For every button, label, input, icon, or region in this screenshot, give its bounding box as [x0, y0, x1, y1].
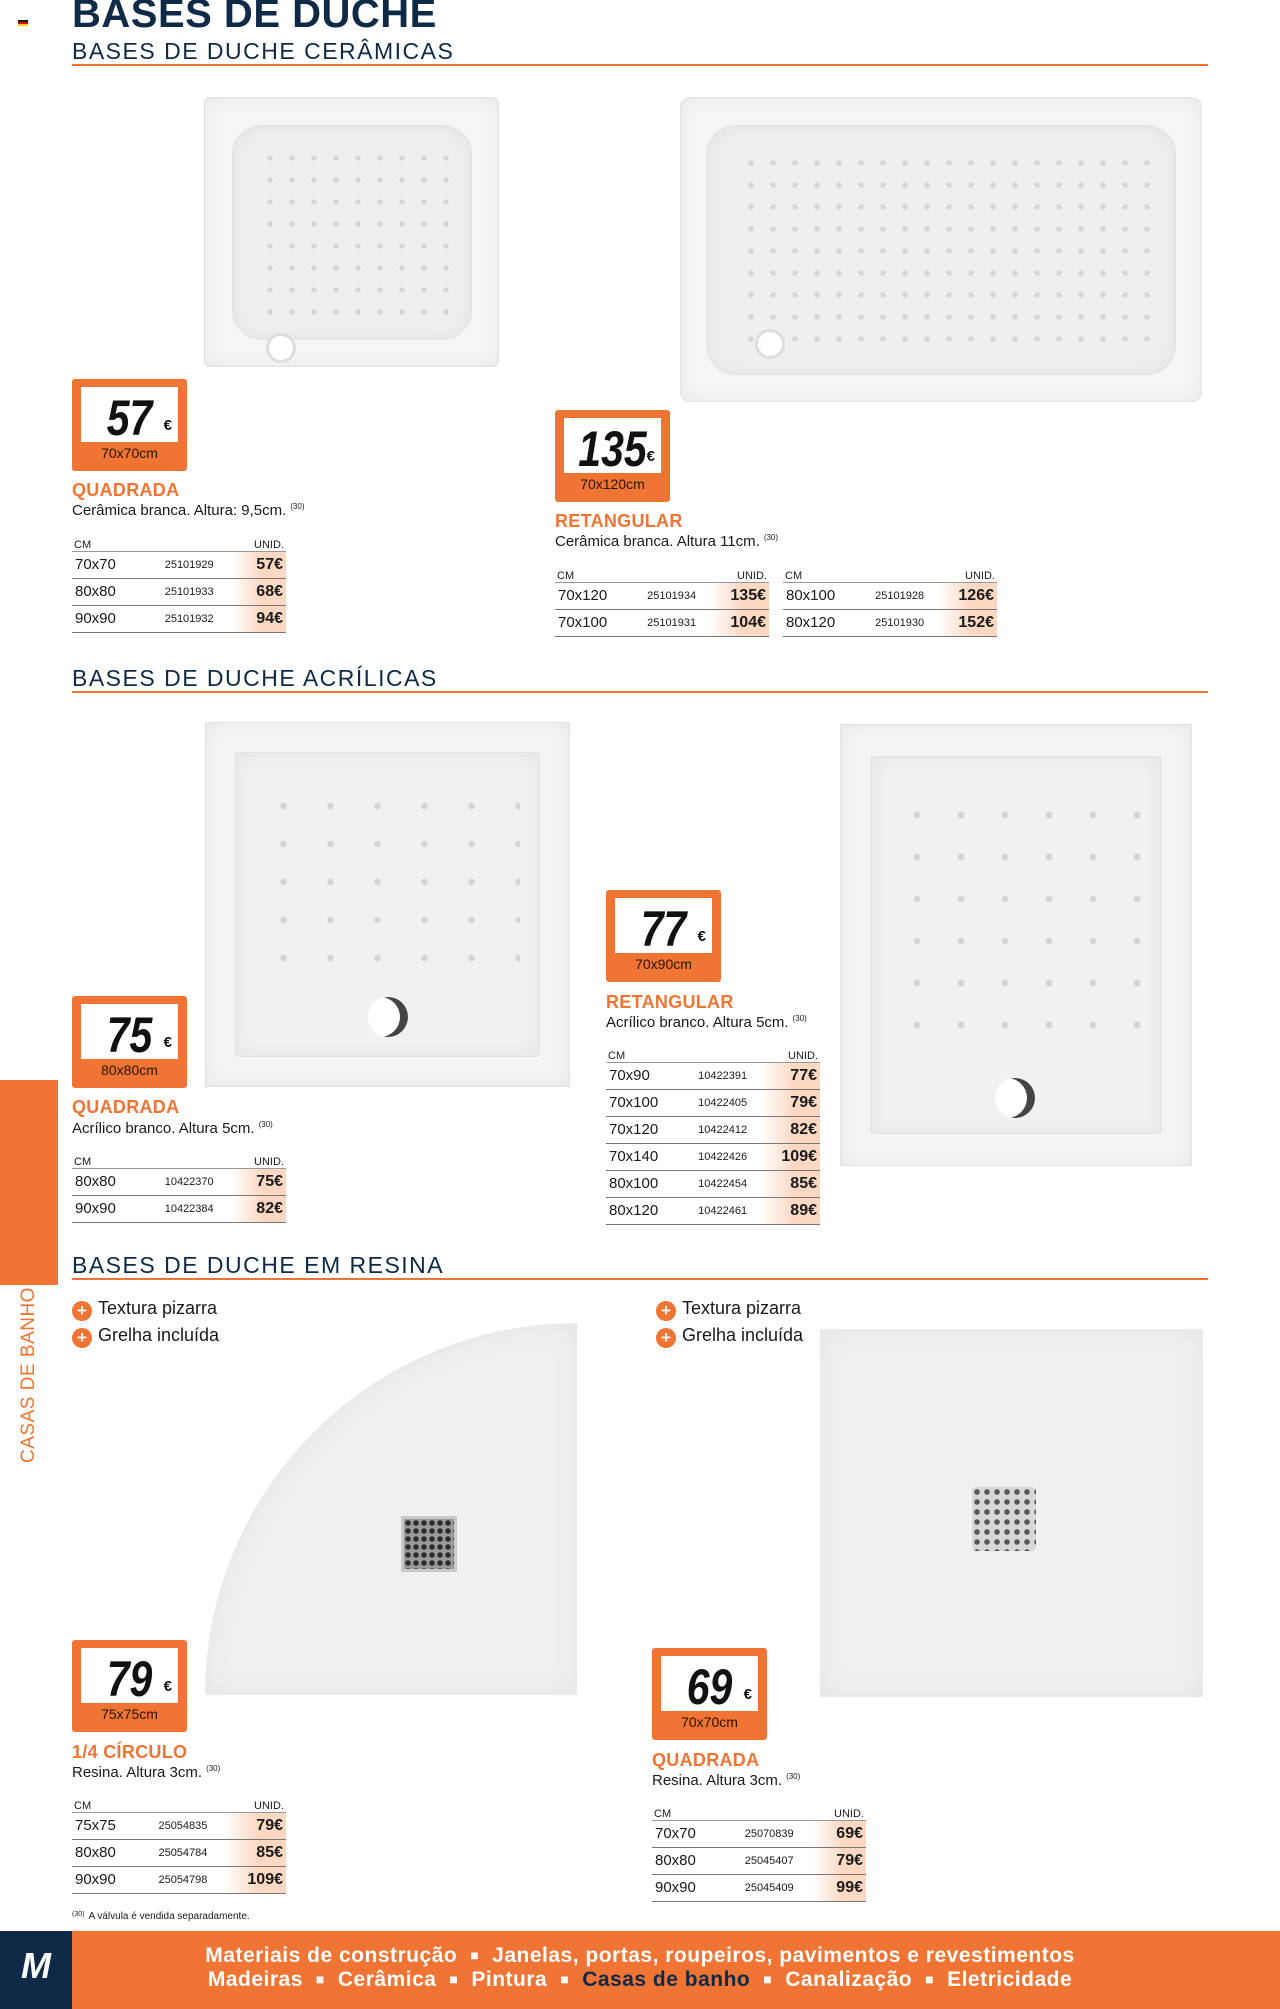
product-description: [606, 1014, 807, 1031]
spec-table: [783, 562, 997, 637]
table-cell: 79€: [812, 1847, 866, 1874]
price-value: 135: [578, 421, 647, 477]
table-row: [72, 578, 286, 605]
table-row: [606, 1170, 820, 1197]
nav-link-canalizacao[interactable]: Canalização: [785, 1968, 913, 1991]
note-marker: (30): [763, 533, 779, 542]
table-cell: 104€: [710, 609, 769, 636]
table-cell: 77€: [761, 1062, 820, 1089]
table-cell: 25054784: [142, 1839, 224, 1866]
table-cell: 25101930: [861, 609, 938, 636]
table-cell: 80x100: [606, 1170, 684, 1197]
table-cell: 25045409: [726, 1874, 813, 1901]
table-cell: 70x90: [606, 1062, 684, 1089]
table-row: [72, 1195, 286, 1222]
table-row: [606, 1062, 820, 1089]
table-cell: 90x90: [72, 1195, 146, 1222]
text-label: Acrílico branco. Altura 5cm.: [72, 1120, 255, 1137]
product-image-acrylic-rect: [840, 724, 1192, 1166]
table-header-row: [72, 1792, 286, 1812]
price-value: 75: [106, 1007, 153, 1063]
text-label: Resina. Altura 3cm.: [652, 1772, 783, 1789]
text-label: Acrílico branco. Altura 5cm.: [606, 1014, 789, 1031]
text-label: A válvula é vendida separadamente.: [88, 1911, 250, 1922]
text-label: Cerâmica branca. Altura: 9,5cm.: [72, 502, 287, 519]
table-cell: 10422384: [146, 1195, 233, 1222]
product-description: [555, 533, 778, 550]
table-cell: 10422426: [684, 1143, 761, 1170]
price-value: 77: [640, 901, 687, 957]
table-row: [606, 1089, 820, 1116]
footnote: [72, 1911, 250, 1922]
plus-icon: +: [656, 1301, 676, 1321]
table-cell: 79€: [224, 1812, 286, 1839]
table-cell: 25070839: [726, 1820, 813, 1847]
side-category-label: CASAS DE BANHO: [18, 1287, 39, 1463]
currency-symbol: €: [163, 417, 172, 434]
nav-link-madeiras[interactable]: Madeiras: [207, 1968, 303, 1991]
spec-table: [72, 1792, 286, 1894]
table-cell: 70x120: [606, 1116, 684, 1143]
note-marker: (30): [206, 1764, 221, 1773]
table-row: [606, 1197, 820, 1224]
page-title: BASES DE DUCHE: [72, 0, 437, 36]
separator-icon: ■: [925, 1971, 935, 1987]
product-image-acrylic-square: [205, 722, 570, 1087]
table-header-cell: UNID.: [224, 1792, 286, 1812]
table-cell: 82€: [232, 1195, 286, 1222]
table-cell: 25054835: [142, 1812, 224, 1839]
price-value: 57: [106, 390, 153, 446]
section-divider: [72, 64, 1208, 66]
table-row: [72, 1812, 286, 1839]
table-row: [652, 1847, 866, 1874]
table-cell: 70x100: [555, 609, 633, 636]
separator-icon: ■: [763, 1971, 773, 1987]
spec-table: [652, 1800, 866, 1902]
separator-icon: ■: [449, 1971, 459, 1987]
table-cell: 89€: [761, 1197, 820, 1224]
section-title-ceramicas: BASES DE DUCHE CERÂMICAS: [72, 38, 455, 64]
table-cell: 68€: [232, 578, 286, 605]
table-header-cell: UNID.: [812, 1800, 866, 1820]
table-header-cell: CM: [606, 1042, 684, 1062]
table-header-cell: CM: [72, 1792, 142, 1812]
table-cell: 69€: [812, 1820, 866, 1847]
table-cell: 80x80: [72, 1839, 142, 1866]
table-cell: 75€: [232, 1168, 286, 1195]
table-cell: 10422454: [684, 1170, 761, 1197]
plus-icon: +: [72, 1301, 92, 1321]
table-header-cell: CM: [555, 562, 633, 582]
product-description: [652, 1772, 800, 1789]
spec-table: [72, 1148, 286, 1223]
spec-table: [555, 562, 769, 637]
table-header-cell: [684, 1042, 761, 1062]
table-row: [555, 609, 769, 636]
table-cell: 80x80: [72, 578, 146, 605]
table-row: [72, 551, 286, 578]
price-size: 70x120cm: [580, 476, 645, 492]
table-cell: 25101931: [633, 609, 710, 636]
table-cell: 70x100: [606, 1089, 684, 1116]
feature-item: [72, 1298, 217, 1321]
product-image-resin-square: [820, 1329, 1203, 1697]
spec-table: [72, 531, 286, 633]
product-title: QUADRADA: [72, 1097, 180, 1117]
table-row: [72, 1866, 286, 1893]
nav-link-pintura[interactable]: Pintura: [471, 1968, 548, 1991]
drain-grate-icon: [972, 1487, 1036, 1551]
table-header-row: [72, 531, 286, 551]
text-label: Cerâmica branca. Altura 11cm.: [555, 533, 760, 550]
note-marker: (30): [786, 1772, 801, 1781]
price-size: 70x70cm: [681, 1714, 738, 1730]
currency-symbol: €: [163, 1034, 172, 1051]
table-cell: 90x90: [652, 1874, 726, 1901]
drain-grate-icon: [401, 1516, 457, 1572]
product-title: 1/4 CÍRCULO: [72, 1742, 188, 1762]
table-header-cell: CM: [72, 1148, 146, 1168]
product-description: [72, 1120, 273, 1137]
table-cell: 79€: [761, 1089, 820, 1116]
price-size: 75x75cm: [101, 1706, 158, 1722]
product-image-ceramic-rect: [680, 97, 1202, 402]
table-cell: 90x90: [72, 605, 146, 632]
table-row: [72, 605, 286, 632]
table-cell: 25101934: [633, 582, 710, 609]
nav-link-casas-de-banho[interactable]: Casas de banho: [582, 1968, 751, 1991]
product-description: [72, 502, 305, 519]
table-cell: 70x70: [652, 1820, 726, 1847]
currency-symbol: €: [697, 928, 706, 945]
table-cell: 70x140: [606, 1143, 684, 1170]
table-header-cell: CM: [652, 1800, 726, 1820]
section-divider: [72, 1278, 1208, 1280]
price-tag: [72, 1640, 187, 1732]
table-row: [72, 1168, 286, 1195]
table-cell: 10422370: [146, 1168, 233, 1195]
table-cell: 80x80: [652, 1847, 726, 1874]
table-row: [783, 609, 997, 636]
nav-link-janelas[interactable]: Janelas, portas, roupeiros, pavimentos e revestimentos: [492, 1944, 1075, 1967]
table-cell: 10422391: [684, 1062, 761, 1089]
side-tab-bar: [0, 1080, 58, 1285]
text-label: Textura pizarra: [682, 1298, 802, 1318]
table-header-cell: CM: [783, 562, 861, 582]
table-header-cell: CM: [72, 531, 146, 551]
note-marker: (30): [72, 1911, 85, 1918]
note-marker: (30): [258, 1120, 273, 1129]
table-cell: 80x120: [606, 1197, 684, 1224]
table-header-row: [606, 1042, 820, 1062]
table-cell: 25101929: [146, 551, 233, 578]
table-header-row: [72, 1148, 286, 1168]
table-cell: 25101933: [146, 578, 233, 605]
currency-symbol: €: [163, 1678, 172, 1695]
product-title: QUADRADA: [72, 480, 180, 500]
text-label: Grelha incluída: [682, 1325, 804, 1345]
table-header-cell: [142, 1792, 224, 1812]
table-cell: 82€: [761, 1116, 820, 1143]
table-row: [783, 582, 997, 609]
table-header-cell: UNID.: [710, 562, 769, 582]
note-marker: (30): [792, 1014, 807, 1023]
product-image-ceramic-square: [204, 97, 499, 367]
table-row: [606, 1143, 820, 1170]
table-cell: 57€: [232, 551, 286, 578]
table-header-cell: [633, 562, 710, 582]
table-row: [555, 582, 769, 609]
table-row: [652, 1874, 866, 1901]
feature-item: [72, 1325, 219, 1348]
table-header-cell: [146, 1148, 233, 1168]
price-tag: [72, 996, 187, 1088]
feature-item: [656, 1298, 801, 1321]
table-cell: 25101932: [146, 605, 233, 632]
spec-table: [606, 1042, 820, 1225]
table-cell: 90x90: [72, 1866, 142, 1893]
footer-nav-row-1: [72, 1944, 1208, 1968]
table-header-row: [652, 1800, 866, 1820]
brand-logo[interactable]: [0, 1931, 72, 2009]
section-title-resina: BASES DE DUCHE EM RESINA: [72, 1252, 445, 1278]
table-row: [72, 1839, 286, 1866]
nav-link-eletricidade[interactable]: Eletricidade: [947, 1968, 1073, 1991]
price-tag: [72, 379, 187, 471]
price-value: 69: [686, 1659, 733, 1715]
table-header-cell: [861, 562, 938, 582]
table-header-cell: UNID.: [232, 531, 286, 551]
language-flag-icon: [18, 20, 28, 26]
nav-link-materiais[interactable]: Materiais de construção: [205, 1944, 458, 1967]
table-cell: 109€: [224, 1866, 286, 1893]
currency-symbol: €: [646, 448, 655, 465]
section-divider: [72, 691, 1208, 693]
table-header-cell: [726, 1800, 813, 1820]
price-size: 70x90cm: [635, 956, 692, 972]
price-tag: [606, 890, 721, 982]
product-title: QUADRADA: [652, 1750, 760, 1770]
feature-item: [656, 1325, 803, 1348]
table-cell: 70x70: [72, 551, 146, 578]
product-image-resin-quarter-circle: [205, 1323, 577, 1695]
product-title: RETANGULAR: [555, 511, 683, 531]
price-size: 70x70cm: [101, 445, 158, 461]
table-header-cell: UNID.: [938, 562, 997, 582]
table-cell: 75x75: [72, 1812, 142, 1839]
table-cell: 85€: [761, 1170, 820, 1197]
text-label: Textura pizarra: [98, 1298, 218, 1318]
table-header-cell: UNID.: [232, 1148, 286, 1168]
currency-symbol: €: [743, 1686, 752, 1703]
table-header-row: [555, 562, 769, 582]
table-cell: 80x80: [72, 1168, 146, 1195]
text-label: Resina. Altura 3cm.: [72, 1764, 203, 1781]
table-cell: 80x120: [783, 609, 861, 636]
plus-icon: +: [72, 1328, 92, 1348]
table-cell: 10422461: [684, 1197, 761, 1224]
separator-icon: ■: [560, 1971, 570, 1987]
price-tag: [652, 1648, 767, 1740]
table-cell: 25045407: [726, 1847, 813, 1874]
nav-link-ceramica[interactable]: Cerâmica: [337, 1968, 437, 1991]
price-size: 80x80cm: [101, 1062, 158, 1078]
table-cell: 99€: [812, 1874, 866, 1901]
table-cell: 152€: [938, 609, 997, 636]
table-cell: 85€: [224, 1839, 286, 1866]
table-header-row: [783, 562, 997, 582]
note-marker: (30): [290, 502, 305, 511]
table-cell: 126€: [938, 582, 997, 609]
price-tag: [555, 410, 670, 502]
table-cell: 135€: [710, 582, 769, 609]
table-row: [652, 1820, 866, 1847]
table-cell: 70x120: [555, 582, 633, 609]
table-header-cell: [146, 531, 233, 551]
table-cell: 10422405: [684, 1089, 761, 1116]
product-title: RETANGULAR: [606, 992, 734, 1012]
product-description: [72, 1764, 220, 1781]
table-cell: 25054798: [142, 1866, 224, 1893]
price-value: 79: [106, 1651, 153, 1707]
table-cell: 94€: [232, 605, 286, 632]
table-cell: 80x100: [783, 582, 861, 609]
separator-icon: ■: [470, 1947, 480, 1963]
section-title-acrilicas: BASES DE DUCHE ACRÍLICAS: [72, 665, 438, 691]
text-label: M: [21, 1945, 51, 1986]
table-cell: 109€: [761, 1143, 820, 1170]
footer-nav-row-2: [72, 1968, 1208, 1992]
separator-icon: ■: [315, 1971, 325, 1987]
table-row: [606, 1116, 820, 1143]
table-cell: 10422412: [684, 1116, 761, 1143]
plus-icon: +: [656, 1328, 676, 1348]
text-label: Grelha incluída: [98, 1325, 220, 1345]
table-header-cell: UNID.: [761, 1042, 820, 1062]
table-cell: 25101928: [861, 582, 938, 609]
